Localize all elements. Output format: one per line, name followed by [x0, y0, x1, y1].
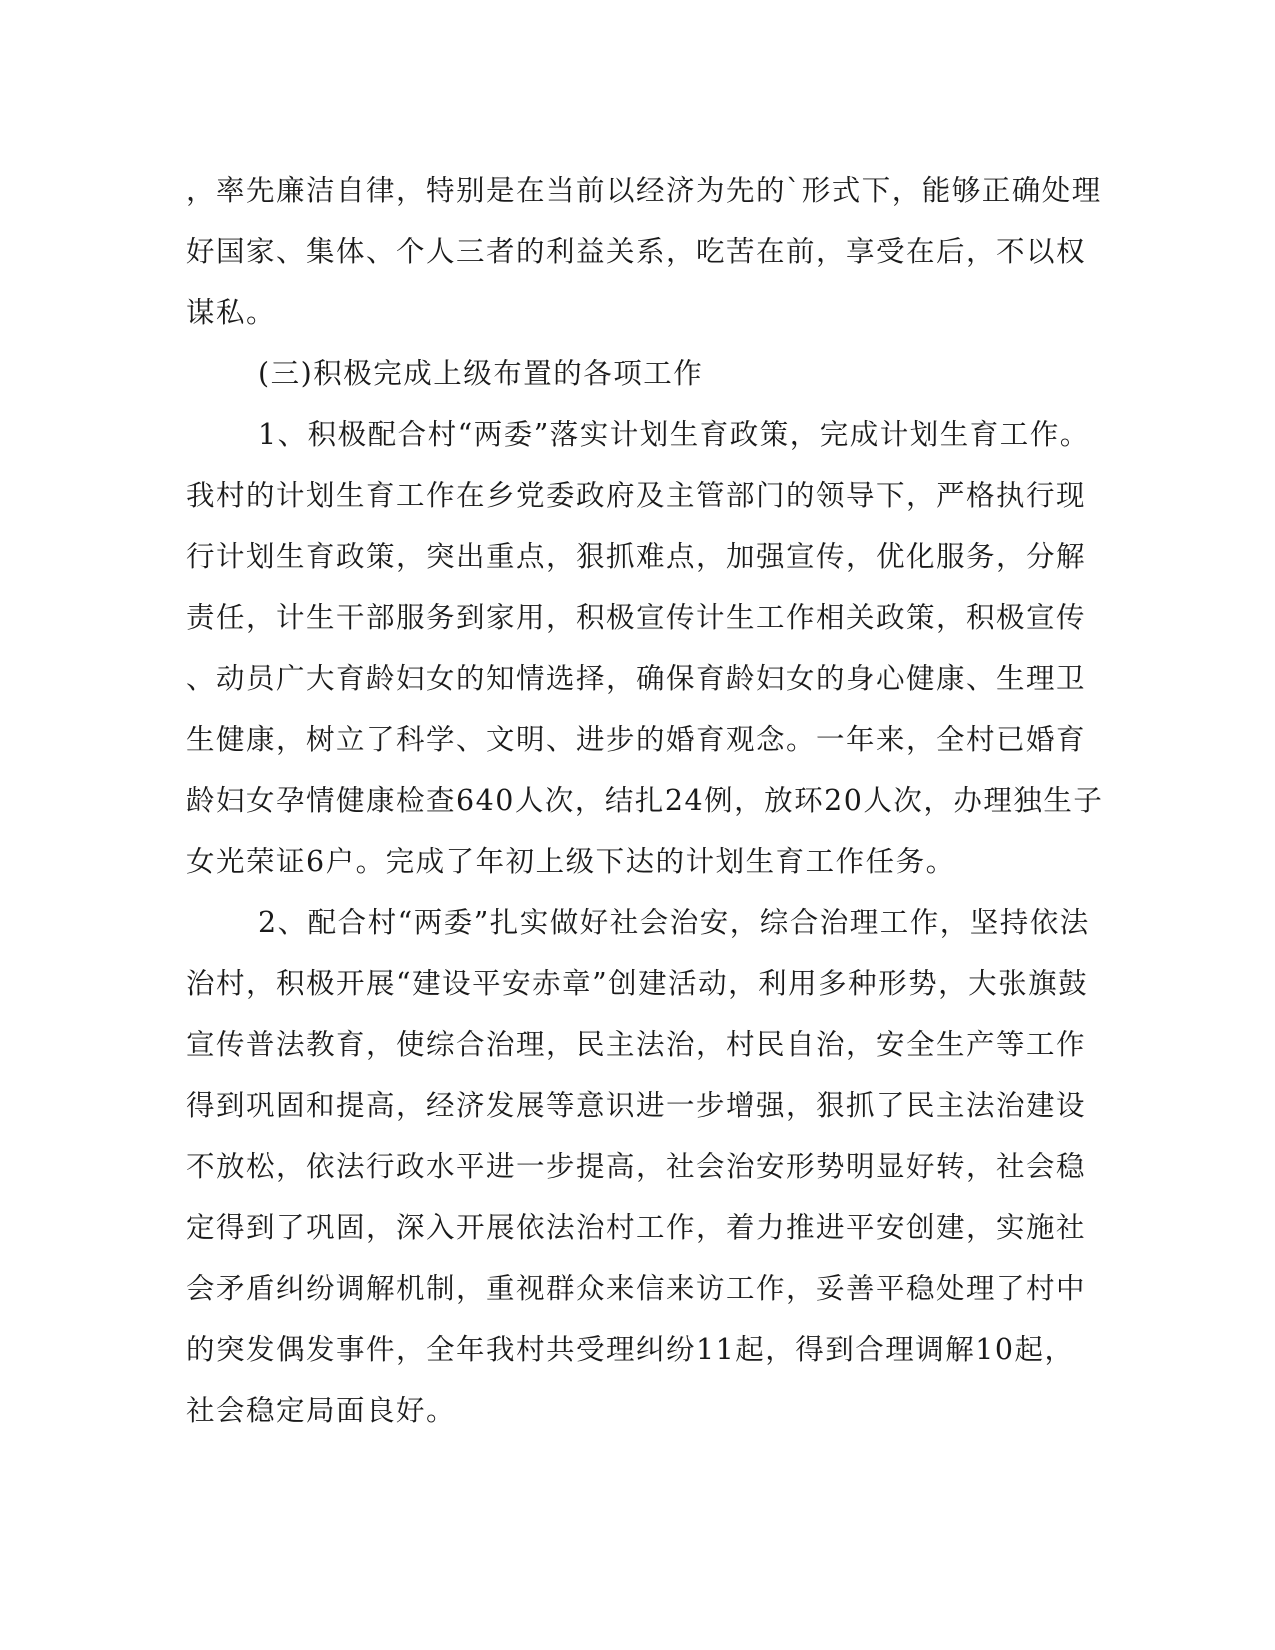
text-line: 、动员广大育龄妇女的知情选择，确保育龄妇女的身心健康、生理卫: [186, 662, 1087, 695]
text-line: 会矛盾纠纷调解机制，重视群众来信来访工作，妥善平稳处理了村中: [186, 1272, 1087, 1305]
text-line: 宣传普法教育，使综合治理，民主法治，村民自治，安全生产等工作: [186, 1028, 1087, 1061]
text-line: ，率先廉洁自律，特别是在当前以经济为先的`形式下，能够正确处理: [186, 174, 1102, 207]
document-body: [186, 160, 1104, 1441]
text-line: 好国家、集体、个人三者的利益关系，吃苦在前，享受在后，不以权: [186, 235, 1087, 268]
text-line: 行计划生育政策，突出重点，狠抓难点，加强宣传，优化服务，分解: [186, 540, 1087, 573]
text-line: 得到巩固和提高，经济发展等意识进一步增强，狠抓了民主法治建设: [186, 1089, 1087, 1122]
text-line: 责任，计生干部服务到家用，积极宣传计生工作相关政策，积极宣传: [186, 601, 1087, 634]
paragraph-start: 2、配合村“两委”扎实做好社会治安，综合治理工作，坚持依法: [258, 906, 1090, 939]
text-line: 谋私。: [186, 296, 277, 329]
text-line: 定得到了巩固，深入开展依法治村工作，着力推进平安创建，实施社: [186, 1211, 1087, 1244]
text-line: 不放松，依法行政水平进一步提高，社会治安形势明显好转，社会稳: [186, 1150, 1087, 1183]
text-line: 我村的计划生育工作在乡党委政府及主管部门的领导下，严格执行现: [186, 479, 1087, 512]
text-line: 龄妇女孕情健康检查640人次，结扎24例，放环20人次，办理独生子: [186, 784, 1104, 817]
text-line: 生健康，树立了科学、文明、进步的婚育观念。一年来，全村已婚育: [186, 723, 1087, 756]
text-line: 的突发偶发事件，全年我村共受理纠纷11起，得到合理调解10起，: [186, 1333, 1075, 1366]
text-line: 社会稳定局面良好。: [186, 1394, 457, 1427]
paragraph-start: 1、积极配合村“两委”落实计划生育政策，完成计划生育工作。: [258, 418, 1090, 451]
text-line: 女光荣证6户。完成了年初上级下达的计划生育工作任务。: [186, 845, 956, 878]
text-line: 治村，积极开展“建设平安赤章”创建活动，利用多种形势，大张旗鼓: [186, 967, 1089, 1000]
section-heading: (三)积极完成上级布置的各项工作: [258, 357, 704, 390]
